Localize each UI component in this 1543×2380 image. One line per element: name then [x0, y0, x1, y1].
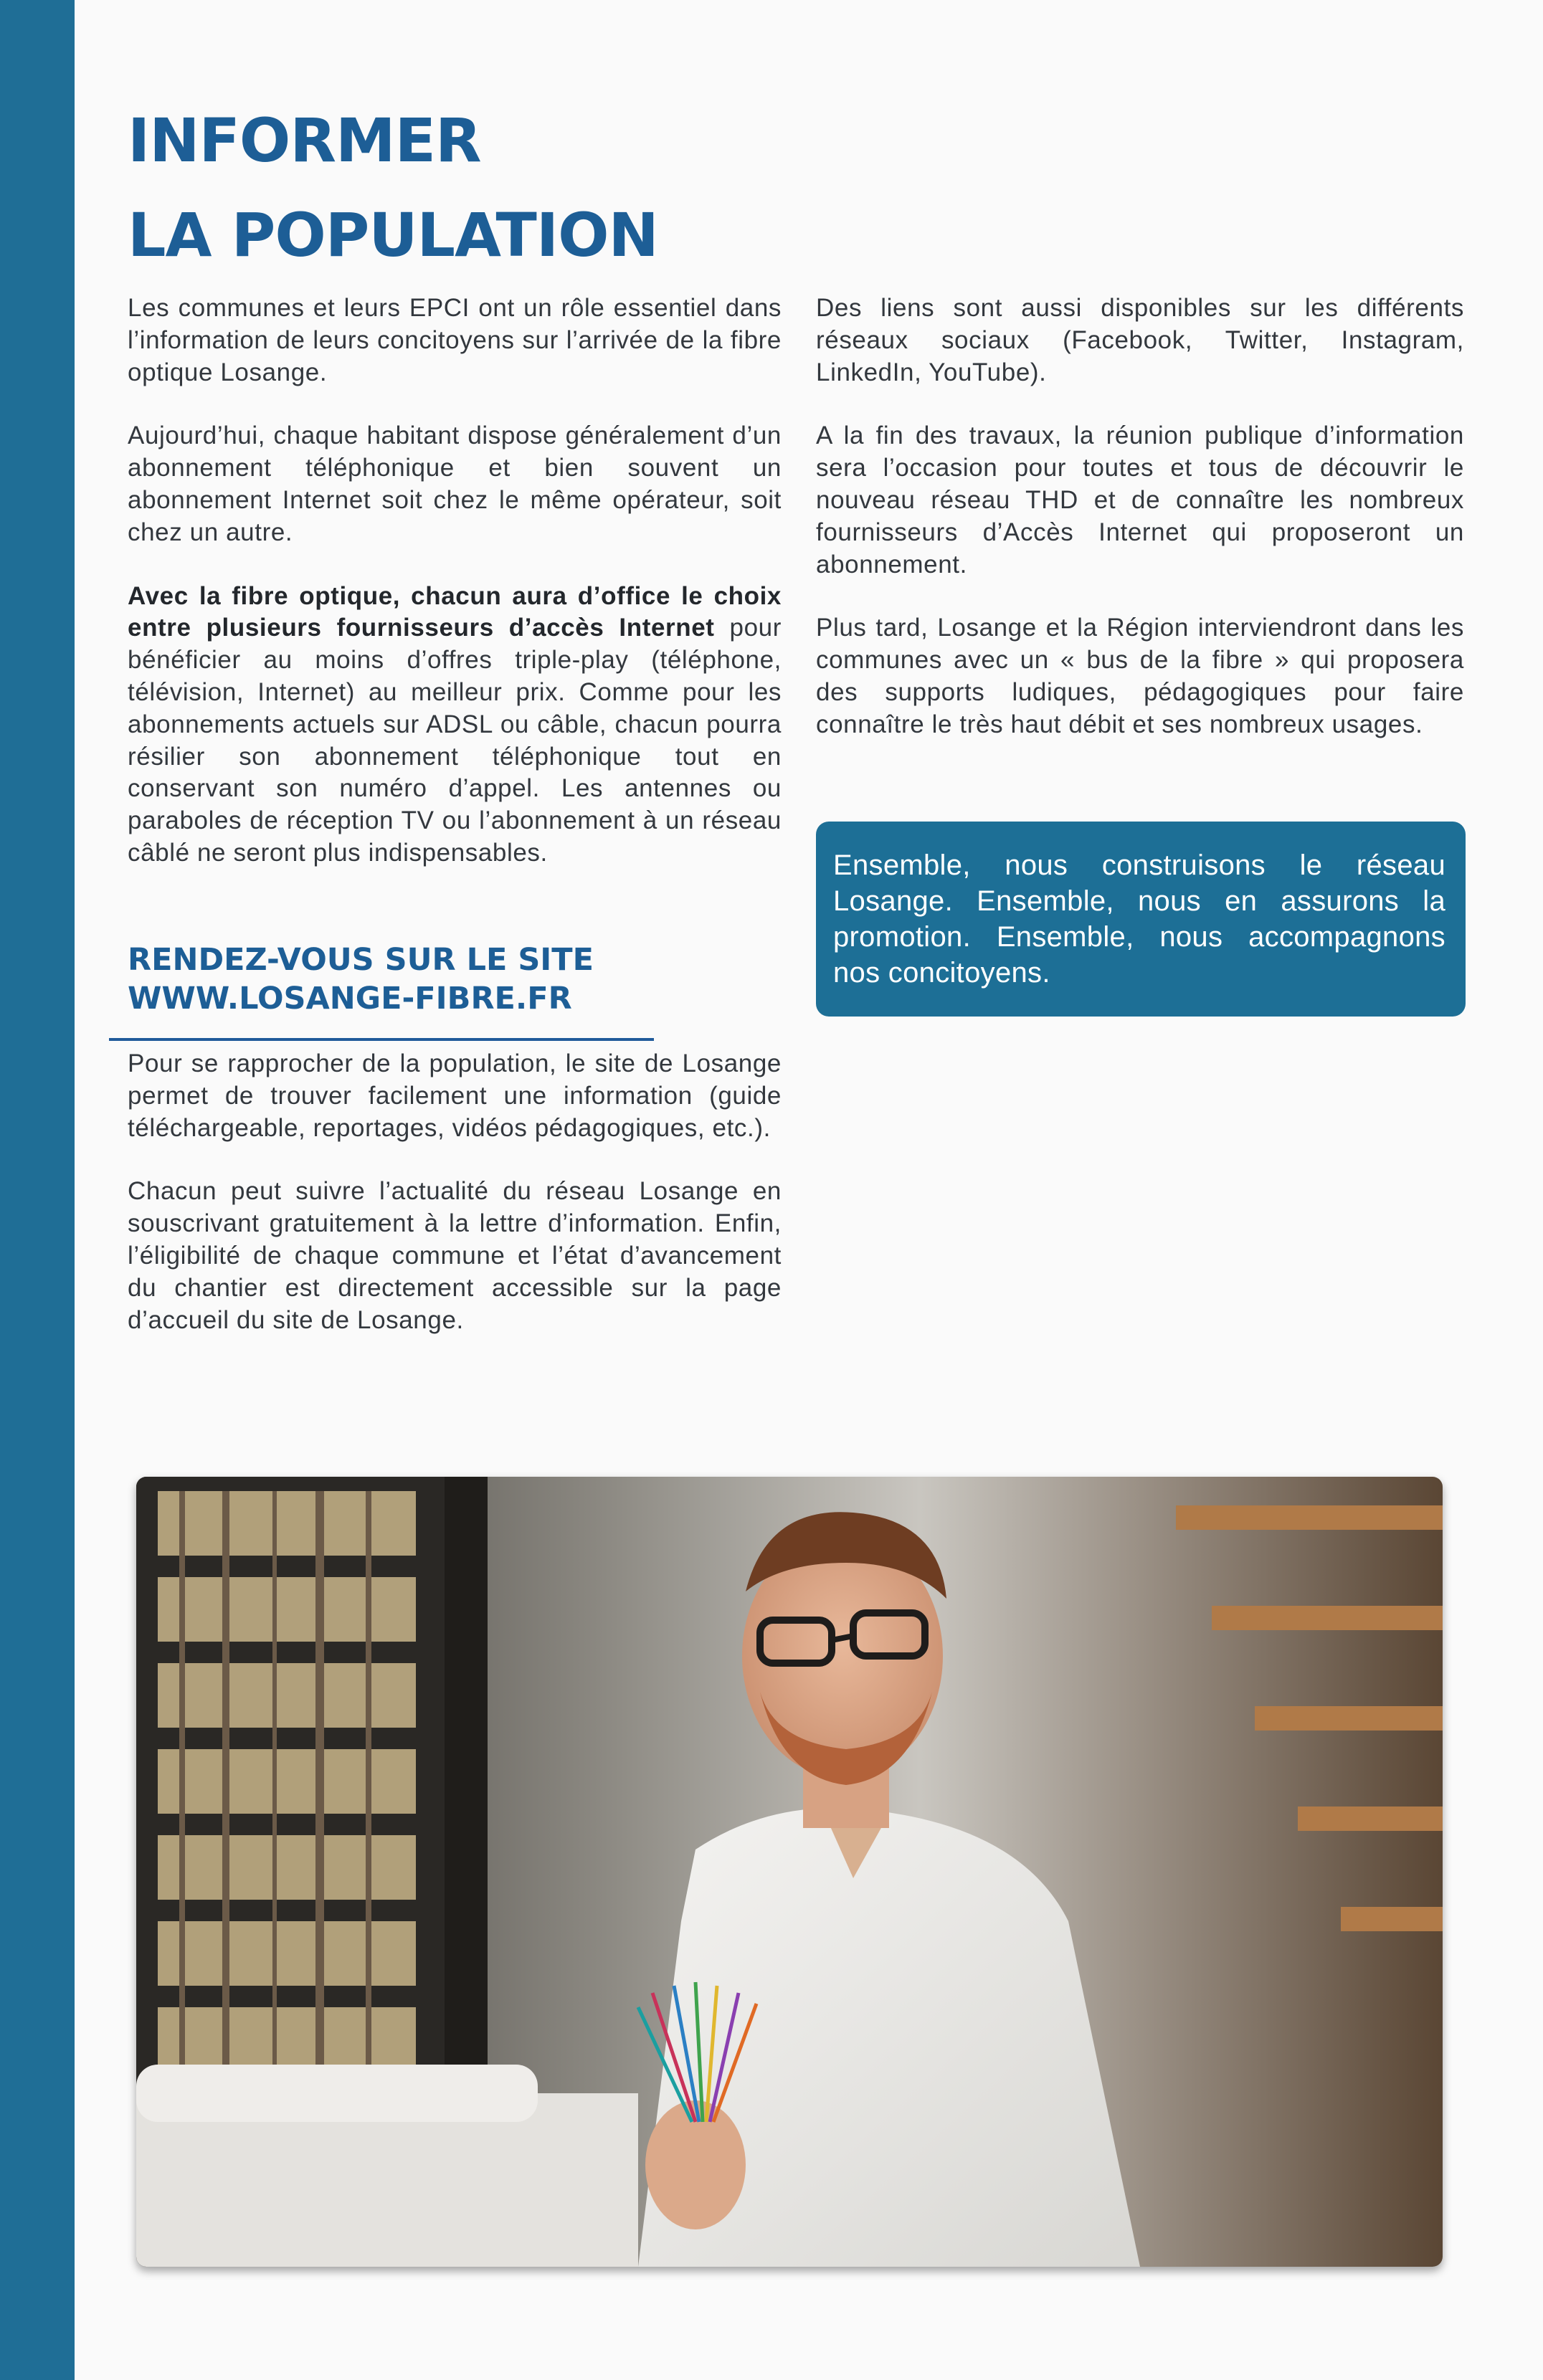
website-heading [128, 941, 594, 1018]
page-title-line1: INFORMER [128, 105, 481, 176]
man-holding-fiber-optic-cables-icon [136, 1477, 1443, 2267]
right-column [816, 292, 1464, 773]
left-column [128, 292, 782, 901]
callout-text: Ensemble, nous construisons le réseau Losange. Ensemble, nous en assurons la promotion. Ensemble, nous accompagnons nos concitoyens. [833, 849, 1445, 989]
photo-illustration [136, 1477, 1443, 2267]
callout-box [816, 822, 1466, 1017]
fiber-choice-rest: pour bénéficier au moins d’offres triple-play (téléphone, télévision, Internet) au meilleur prix. Comme pour les abonnements actuels sur ADSL ou câble, chacun pourra résilier son abonnement téléphonique tout en conservant son numéro d’appel. Les antennes ou paraboles de réception TV ou l’abonnement à un réseau câblé ne seront plus indispensables. [128, 614, 782, 867]
website-heading-line1: RENDEZ-VOUS SUR LE SITE [128, 942, 594, 978]
social-links-paragraph: Des liens sont aussi disponibles sur les différents réseaux sociaux (Facebook, Twitter, Instagram, LinkedIn, YouTube). [816, 294, 1464, 386]
newsletter-paragraph: Chacun peut suivre l’actualité du réseau Losange en souscrivant gratuitement à la lettre d’information. Enfin, l’éligibilité de chaque commune et l’état d’avancement du chantier est directement accessible sur la page d’accueil du site de Losange. [128, 1177, 782, 1334]
intro-paragraph: Les communes et leurs EPCI ont un rôle essentiel dans l’information de leurs concitoyens sur l’arrivée de la fibre optique Losange. [128, 294, 782, 386]
page-title-line2: LA POPULATION [128, 200, 658, 270]
public-meeting-paragraph: A la fin des travaux, la réunion publique d’information sera l’occasion pour toutes et tous de découvrir le nouveau réseau THD et de connaître les nombreux fournisseurs d’Accès Internet qui proposeront un abonnement. [816, 422, 1464, 579]
page-title [128, 93, 658, 282]
website-section [128, 1048, 782, 1368]
website-heading-url: WWW.LOSANGE-FIBRE.FR [128, 981, 572, 1017]
fiber-choice-paragraph [128, 581, 782, 870]
side-color-band [0, 0, 75, 2380]
website-paragraph: Pour se rapprocher de la population, le site de Losange permet de trouver facilement une information (guide téléchargeable, reportages, vidéos pédagogiques, etc.). [128, 1049, 782, 1142]
subscription-paragraph: Aujourd’hui, chaque habitant dispose généralement d’un abonnement téléphonique et bien souvent un abonnement Internet soit chez le même opérateur, soit chez un autre. [128, 422, 782, 546]
fiber-bus-paragraph: Plus tard, Losange et la Région interviendront dans les communes avec un « bus de la fibre » qui proposera des supports ludiques, pédagogiques pour faire connaître le très haut débit et ses nombreux usages. [816, 614, 1464, 738]
fiber-choice-bold: Avec la fibre optique, chacun aura d’office le choix entre plusieurs fournisseurs d’accès Internet [128, 581, 782, 642]
heading-divider [109, 1038, 654, 1041]
